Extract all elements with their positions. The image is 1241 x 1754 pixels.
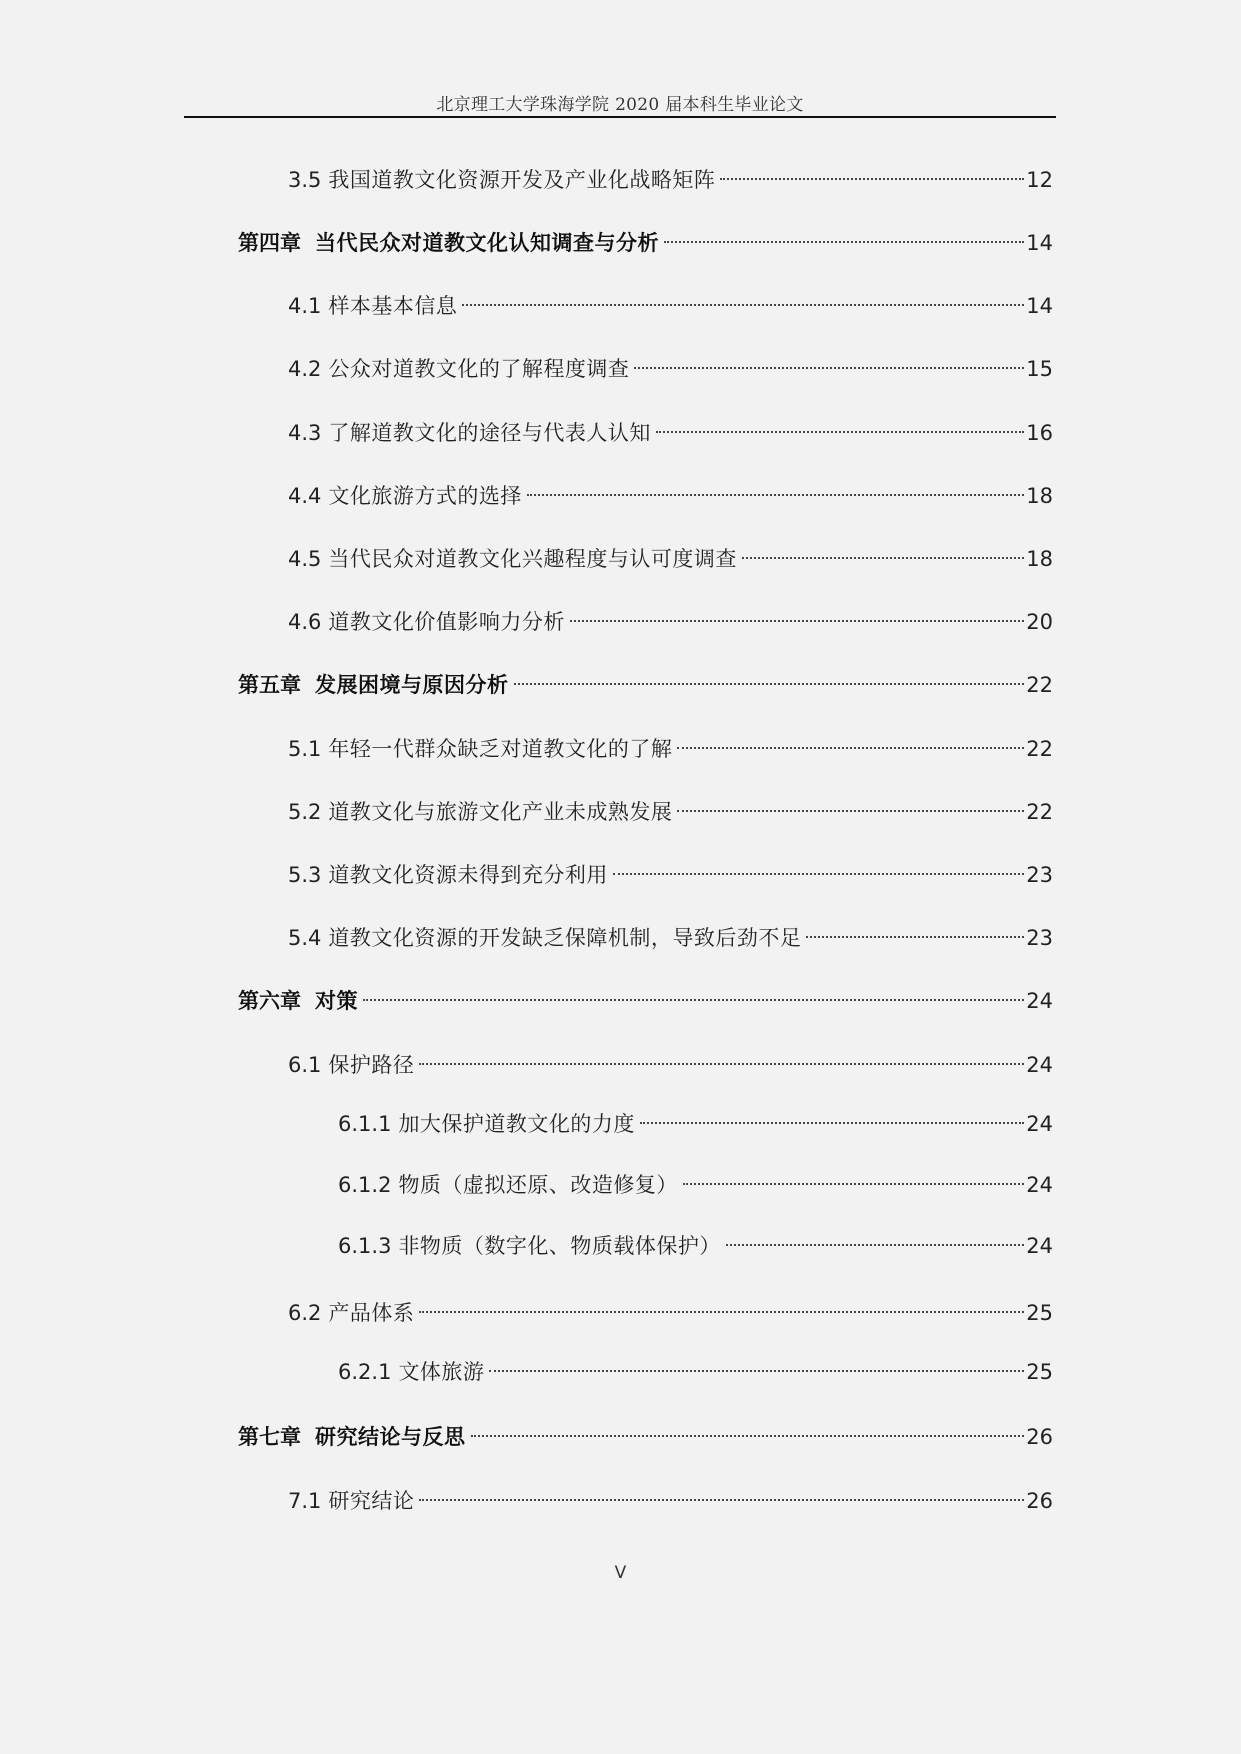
toc-entry-title: 非物质（数字化、物质载体保护） (398, 1234, 721, 1258)
toc-entry-page: 18 (1026, 547, 1053, 571)
toc-entry-title: 对策 (315, 989, 358, 1013)
toc-entry[interactable] (338, 1101, 1053, 1139)
toc-entry-number: 6.2.1 (338, 1360, 392, 1384)
dot-leader (527, 473, 1024, 503)
toc-entry-page: 25 (1026, 1301, 1053, 1325)
dot-leader (419, 1478, 1024, 1508)
toc-entry-number: 5.4 (288, 926, 322, 950)
dot-leader (570, 599, 1024, 629)
toc-entry-title: 文化旅游方式的选择 (328, 484, 522, 508)
toc-entry[interactable] (288, 852, 1053, 890)
toc-entry-number: 4.3 (288, 421, 322, 445)
dot-leader (640, 1101, 1024, 1131)
dot-leader (613, 852, 1024, 882)
toc-entry-number: 6.1.2 (338, 1173, 392, 1197)
dot-leader (363, 978, 1024, 1008)
toc-entry-number: 5.3 (288, 863, 322, 887)
dot-leader (742, 536, 1024, 566)
toc-entry-page: 23 (1026, 863, 1053, 887)
toc-entry-number: 6.2 (288, 1301, 322, 1325)
toc-entry-number: 5.1 (288, 737, 322, 761)
dot-leader (462, 283, 1024, 313)
dot-leader (656, 410, 1024, 440)
dot-leader (720, 157, 1024, 187)
toc-entry[interactable] (238, 662, 1053, 700)
toc-entry-number: 第四章 (238, 231, 301, 255)
toc-entry-page: 22 (1026, 737, 1053, 761)
dot-leader (514, 662, 1025, 692)
toc-entry-title: 年轻一代群众缺乏对道教文化的了解 (328, 737, 673, 761)
dot-leader (677, 789, 1024, 819)
toc-entry[interactable] (288, 915, 1053, 953)
toc-entry-page: 14 (1026, 294, 1053, 318)
toc-entry-number: 4.6 (288, 610, 322, 634)
toc-entry[interactable] (288, 726, 1053, 764)
toc-entry-title: 样本基本信息 (328, 294, 458, 318)
toc-entry-title: 当代民众对道教文化兴趣程度与认可度调查 (328, 547, 737, 571)
toc-entry-title: 道教文化资源的开发缺乏保障机制，导致后劲不足 (328, 926, 802, 950)
toc-entry[interactable] (288, 599, 1053, 637)
toc-entry[interactable] (338, 1223, 1053, 1261)
toc-entry-page: 24 (1026, 1112, 1053, 1136)
toc-entry-title: 保护路径 (328, 1053, 415, 1077)
toc-entry-page: 14 (1026, 231, 1053, 255)
toc-entry-number: 4.2 (288, 357, 322, 381)
toc-entry-number: 6.1 (288, 1053, 322, 1077)
page-number: V (614, 1563, 627, 1583)
dot-leader (489, 1349, 1024, 1379)
toc-entry-number: 6.1.1 (338, 1112, 392, 1136)
toc-entry-title: 产品体系 (328, 1301, 415, 1325)
toc-entry-title: 加大保护道教文化的力度 (398, 1112, 635, 1136)
toc-entry-number: 4.1 (288, 294, 322, 318)
toc-entry-page: 25 (1026, 1360, 1053, 1384)
dot-leader (683, 1162, 1024, 1192)
toc-entry[interactable] (288, 1478, 1053, 1516)
toc-entry-title: 道教文化资源未得到充分利用 (328, 863, 608, 887)
toc-entry[interactable] (338, 1349, 1053, 1387)
toc-entry[interactable] (238, 978, 1053, 1016)
header-title: 北京理工大学珠海学院 2020 届本科生毕业论文 (436, 95, 804, 115)
toc-entry-title: 了解道教文化的途径与代表人认知 (328, 421, 651, 445)
toc-entry-page: 24 (1026, 1173, 1053, 1197)
toc-entry-title: 发展困境与原因分析 (315, 673, 509, 697)
toc-entry[interactable] (288, 346, 1053, 384)
toc-entry-number: 4.4 (288, 484, 322, 508)
toc-entry[interactable] (288, 789, 1053, 827)
toc-entry-page: 23 (1026, 926, 1053, 950)
toc-entry-title: 道教文化价值影响力分析 (328, 610, 565, 634)
toc-entry[interactable] (238, 1414, 1053, 1452)
dot-leader (726, 1223, 1024, 1253)
toc-entry[interactable] (288, 157, 1053, 195)
toc-entry-number: 4.5 (288, 547, 322, 571)
toc-entry-page: 22 (1026, 673, 1053, 697)
toc-entry-title: 研究结论 (328, 1489, 415, 1513)
toc-entry-number: 第五章 (238, 673, 301, 697)
toc-entry[interactable] (238, 220, 1053, 258)
toc-entry-page: 24 (1026, 989, 1053, 1013)
toc-entry-page: 26 (1026, 1425, 1053, 1449)
toc-entry-title: 研究结论与反思 (315, 1425, 466, 1449)
toc-entry-number: 第七章 (238, 1425, 301, 1449)
toc-entry-number: 3.5 (288, 168, 322, 192)
dot-leader (419, 1042, 1024, 1072)
toc-entry-number: 5.2 (288, 800, 322, 824)
dot-leader (471, 1414, 1025, 1444)
dot-leader (664, 220, 1024, 250)
dot-leader (419, 1290, 1024, 1320)
toc-entry-title: 物质（虚拟还原、改造修复） (398, 1173, 678, 1197)
toc-entry-title: 我国道教文化资源开发及产业化战略矩阵 (328, 168, 716, 192)
toc-entry[interactable] (288, 473, 1053, 511)
toc-entry-page: 24 (1026, 1234, 1053, 1258)
toc-entry[interactable] (288, 1290, 1053, 1328)
toc-entry-page: 12 (1026, 168, 1053, 192)
toc-entry-number: 6.1.3 (338, 1234, 392, 1258)
toc-entry-page: 22 (1026, 800, 1053, 824)
toc-entry-title: 公众对道教文化的了解程度调查 (328, 357, 630, 381)
toc-entry[interactable] (288, 1042, 1053, 1080)
toc-entry[interactable] (288, 536, 1053, 574)
toc-entry-page: 24 (1026, 1053, 1053, 1077)
toc-entry-title: 道教文化与旅游文化产业未成熟发展 (328, 800, 673, 824)
toc-entry-page: 20 (1026, 610, 1053, 634)
toc-entry[interactable] (288, 410, 1053, 448)
toc-entry-number: 7.1 (288, 1489, 322, 1513)
toc-entry[interactable] (338, 1162, 1053, 1200)
dot-leader (634, 346, 1024, 376)
toc-entry-number: 第六章 (238, 989, 301, 1013)
toc-entry-page: 15 (1026, 357, 1053, 381)
toc-entry-page: 26 (1026, 1489, 1053, 1513)
dot-leader (806, 915, 1024, 945)
toc-entry-page: 18 (1026, 484, 1053, 508)
toc-entry-title: 文体旅游 (398, 1360, 485, 1384)
toc-entry-page: 16 (1026, 421, 1053, 445)
toc-entry[interactable] (288, 283, 1053, 321)
toc-entry-title: 当代民众对道教文化认知调查与分析 (315, 231, 659, 255)
dot-leader (677, 726, 1024, 756)
